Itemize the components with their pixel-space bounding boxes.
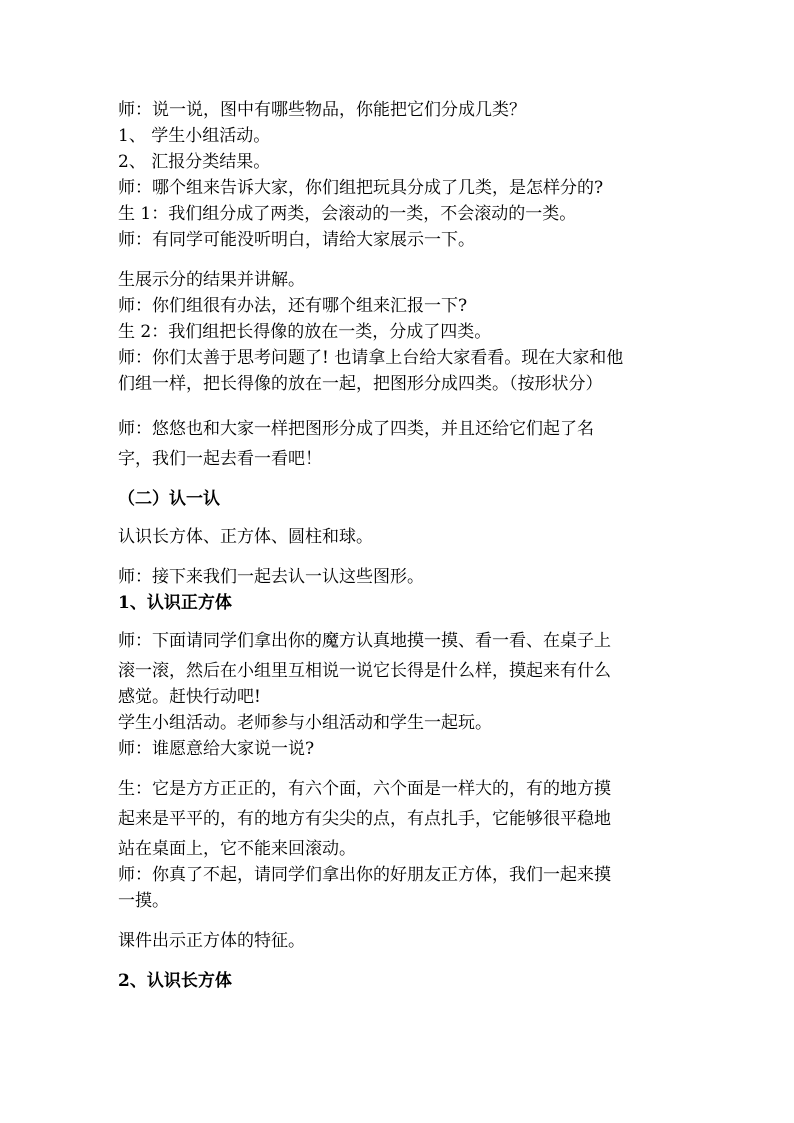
section-heading: （二）认一认 xyxy=(118,489,220,509)
text-line: 站在桌面上，它不能来回滚动。 xyxy=(118,839,356,859)
text-line: 感觉。赶快行动吧! xyxy=(118,687,261,707)
text-line: 一摸。 xyxy=(118,891,169,911)
subsection-heading: 2、认识长方体 xyxy=(118,971,232,991)
text-line: 师：悠悠也和大家一样把图形分成了四类，并且还给它们起了名 xyxy=(118,419,594,439)
text-line: 滚一滚，然后在小组里互相说一说它长得是什么样，摸起来有什么 xyxy=(118,661,611,681)
text-line: 师：说一说，图中有哪些物品，你能把它们分成几类？ xyxy=(118,100,526,120)
text-line: 师：你真了不起，请同学们拿出你的好朋友正方体，我们一起来摸 xyxy=(118,865,611,885)
text-line: 们组一样，把长得像的放在一起，把图形分成四类。（按形状分） xyxy=(118,374,603,394)
text-line: 1、 学生小组活动。 xyxy=(118,126,271,146)
text-line: 师：哪个组来告诉大家，你们组把玩具分成了几类，是怎样分的? xyxy=(118,178,604,198)
text-line: 生：它是方方正正的，有六个面，六个面是一样大的，有的地方摸 xyxy=(118,779,611,799)
text-line: 课件出示正方体的特征。 xyxy=(118,931,305,951)
text-line: 师：有同学可能没听明白，请给大家展示一下。 xyxy=(118,230,475,250)
subsection-heading: 1、认识正方体 xyxy=(118,593,232,613)
text-line: 师：谁愿意给大家说一说? xyxy=(118,739,315,759)
text-line: 师：下面请同学们拿出你的魔方认真地摸一摸、看一看、在桌子上 xyxy=(118,631,611,651)
text-line: 字，我们一起去看一看吧！ xyxy=(118,449,322,469)
text-line: 生 2：我们组把长得像的放在一类，分成了四类。 xyxy=(118,322,492,342)
text-line: 生 1：我们组分成了两类，会滚动的一类，不会滚动的一类。 xyxy=(118,204,577,224)
text-line: 生展示分的结果并讲解。 xyxy=(118,270,305,290)
text-line: 2、 汇报分类结果。 xyxy=(118,152,271,172)
text-line: 师：接下来我们一起去认一认这些图形。 xyxy=(118,567,424,587)
text-line: 起来是平平的，有的地方有尖尖的点，有点扎手，它能够很平稳地 xyxy=(118,809,611,829)
text-line: 学生小组活动。老师参与小组活动和学生一起玩。 xyxy=(118,713,492,733)
text-line: 认识长方体、正方体、圆柱和球。 xyxy=(118,527,373,547)
text-line: 师：你们组很有办法，还有哪个组来汇报一下? xyxy=(118,296,468,316)
text-line: 师：你们太善于思考问题了! 也请拿上台给大家看看。现在大家和他 xyxy=(118,348,624,368)
